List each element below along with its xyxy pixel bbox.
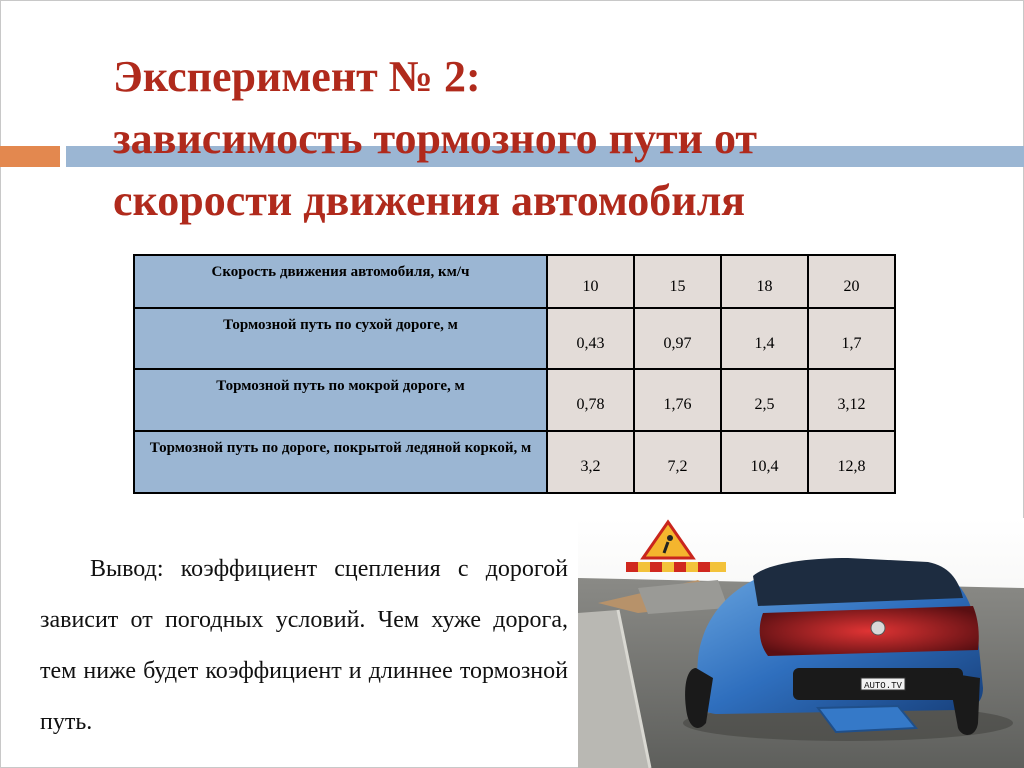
conclusion-paragraph	[40, 544, 568, 748]
table-row-speed	[134, 255, 895, 308]
cell-dry-1: 0,43	[547, 308, 634, 369]
table-row-dry	[134, 308, 895, 369]
experiment-table	[133, 254, 896, 494]
cell-dry-2: 0,97	[634, 308, 721, 369]
title-line-2: зависимость тормозного пути от	[113, 114, 757, 163]
cell-ice-4: 12,8	[808, 431, 895, 493]
cell-speed-4: 20	[808, 255, 895, 308]
row-label-ice: Тормозной путь по дороге, покрытой ледяной коркой, м	[134, 431, 547, 493]
car-photo-svg	[578, 518, 1024, 768]
cell-ice-2: 7,2	[634, 431, 721, 493]
cell-wet-3: 2,5	[721, 369, 808, 431]
slide-title	[113, 46, 973, 232]
cell-speed-3: 18	[721, 255, 808, 308]
row-label-speed: Скорость движения автомобиля, км/ч	[134, 255, 547, 308]
license-plate-text: AUTO.TV	[864, 681, 902, 691]
conclusion-text: Вывод: коэффициент сцепления с дорогой зависит от погодных условий. Чем хуже дорога, тем ниже будет коэффициент и длиннее тормозной путь.	[40, 556, 568, 735]
title-line-3: скорости движения автомобиля	[113, 176, 746, 225]
cell-speed-2: 15	[634, 255, 721, 308]
table-row-ice	[134, 431, 895, 493]
table-row-wet	[134, 369, 895, 431]
cell-ice-1: 3,2	[547, 431, 634, 493]
cell-dry-4: 1,7	[808, 308, 895, 369]
car-braking-illustration	[578, 518, 1024, 768]
cell-wet-4: 3,12	[808, 369, 895, 431]
row-label-wet: Тормозной путь по мокрой дороге, м	[134, 369, 547, 431]
cell-ice-3: 10,4	[721, 431, 808, 493]
cell-speed-1: 10	[547, 255, 634, 308]
title-line-1: Эксперимент № 2:	[113, 52, 481, 101]
accent-bar-orange	[0, 146, 60, 167]
cell-wet-2: 1,76	[634, 369, 721, 431]
row-label-dry: Тормозной путь по сухой дороге, м	[134, 308, 547, 369]
cell-dry-3: 1,4	[721, 308, 808, 369]
cell-wet-1: 0,78	[547, 369, 634, 431]
